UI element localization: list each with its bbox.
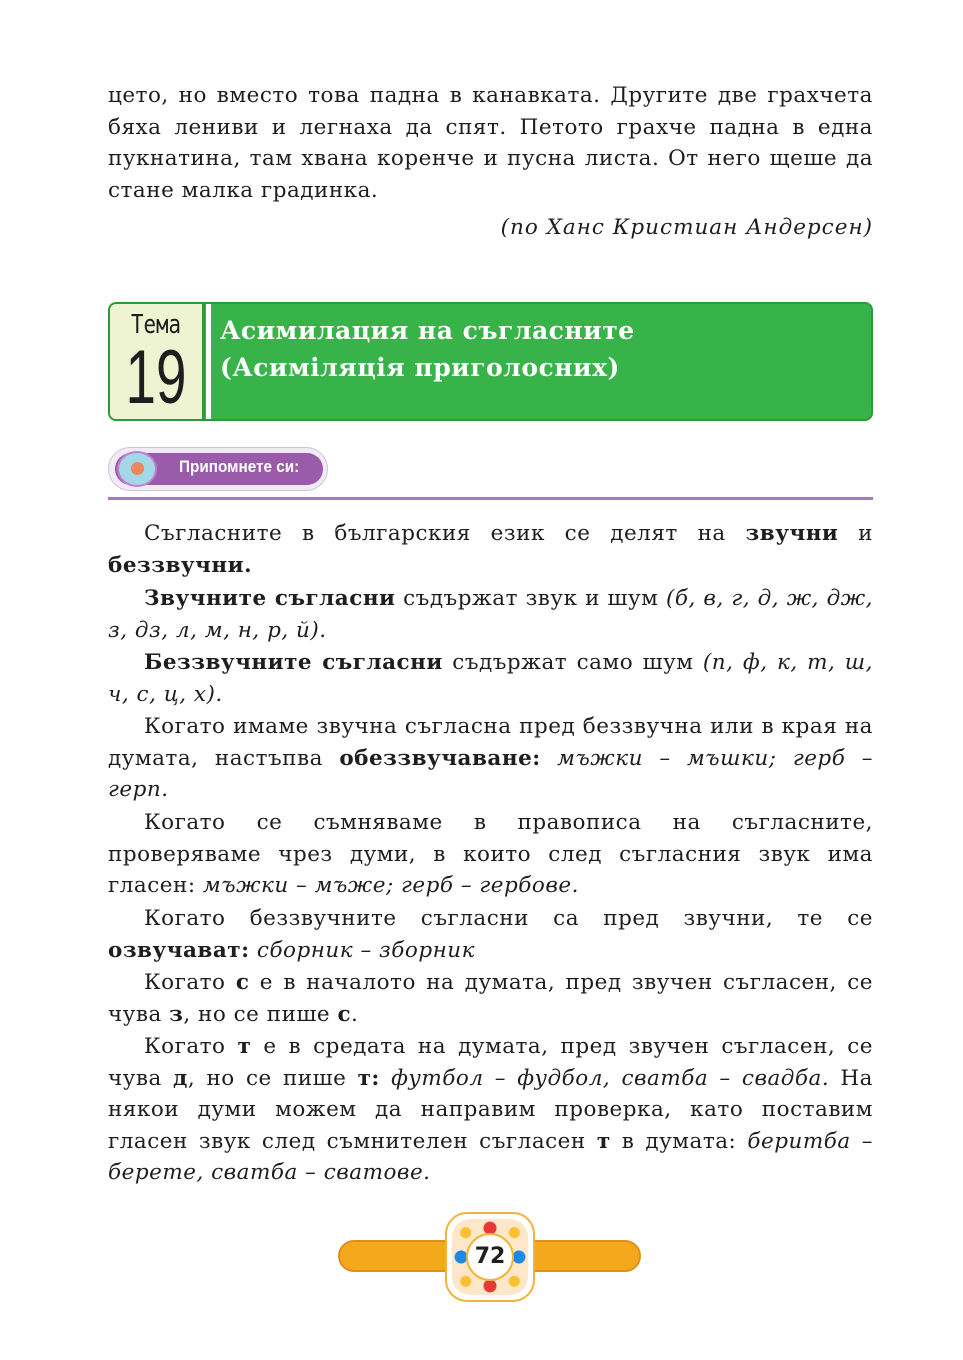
example-words: сборник – зборник bbox=[249, 937, 475, 963]
letter: з bbox=[169, 1001, 184, 1027]
theme-title-ua: (Асиміляція приголосних) bbox=[220, 353, 620, 382]
example-list: (п, ф, к, т, ш, ч, с, ц, х). bbox=[108, 650, 874, 707]
theme-divider bbox=[206, 304, 211, 419]
letter: с bbox=[337, 1001, 352, 1027]
rule-text: и bbox=[838, 521, 873, 546]
rule-paragraph-5 bbox=[108, 807, 873, 902]
term-devoicing: обеззвучаване: bbox=[339, 745, 541, 771]
theme-header bbox=[108, 302, 873, 421]
rule-paragraph-3 bbox=[108, 647, 873, 710]
term-voiceless: беззвучни. bbox=[108, 552, 253, 578]
term-voiceless-consonants: Беззвучните съгласни bbox=[144, 650, 443, 675]
theme-number: 19 bbox=[125, 335, 187, 420]
theme-title-bg: Асимилация на съгласните bbox=[220, 316, 635, 345]
story-line-4: да стане малка градинка. bbox=[108, 146, 874, 203]
rule-paragraph-4 bbox=[108, 711, 873, 806]
term-voiced-consonants: Звучните съгласни bbox=[144, 586, 396, 611]
story-paragraph bbox=[108, 80, 873, 206]
rule-text: е в началото на думата, пред звучен съгласен, се чува bbox=[108, 970, 873, 1027]
rule-text: Когато имаме звучна съгласна пред беззвучна или в края на думата, настъпва bbox=[108, 714, 873, 771]
letter: д bbox=[173, 1065, 188, 1091]
theme-word: Тема bbox=[130, 310, 182, 340]
rule-text: съдържат звук и шум bbox=[395, 586, 666, 611]
rule-paragraph-8 bbox=[108, 1031, 873, 1189]
footer-bar-left bbox=[338, 1240, 458, 1272]
letter: с bbox=[235, 970, 250, 995]
story-line-2: бяха лениви и легнаха да спят. Петото грахче падна в една bbox=[108, 114, 873, 140]
rule-text: Когато bbox=[144, 970, 236, 995]
example-words: мъжки – мъже; герб – гербове. bbox=[202, 873, 579, 898]
story-attribution: (по Ханс Кристиан Андерсен) bbox=[500, 215, 873, 240]
rule-text: , но се пише bbox=[187, 1065, 358, 1091]
story-line-3: пукнатина, там хвана коренче и пусна листа. От него щеше bbox=[108, 146, 838, 171]
rule-paragraph-2 bbox=[108, 583, 873, 646]
letter: т bbox=[237, 1034, 252, 1059]
rule-text: Когато беззвучните съгласни са пред звучни, те се bbox=[144, 906, 873, 931]
rule-text: . bbox=[351, 1001, 359, 1027]
letter: т: bbox=[357, 1065, 380, 1091]
recall-label bbox=[108, 447, 328, 491]
story-line-1: цето, но вместо това падна в канавката. Другите две грахчета bbox=[108, 83, 873, 108]
footer-bar-right bbox=[520, 1240, 641, 1272]
rule-text: Когато bbox=[144, 1034, 238, 1059]
rule-text: в думата: bbox=[610, 1128, 748, 1154]
letter: т bbox=[596, 1128, 611, 1154]
example-words: мъжки – мъшки; герб – герп. bbox=[108, 745, 873, 802]
rule-text: Съгласните в българския език се делят на bbox=[144, 521, 746, 546]
recall-thinking-icon bbox=[117, 451, 157, 487]
recall-divider bbox=[108, 497, 873, 500]
theme-number-box bbox=[110, 304, 205, 419]
rule-text: Когато се съмняваме в правописа на съгласните, проверяваме чрез думи, в които след съгласния звук има гласен: bbox=[108, 810, 873, 898]
page-number: 72 bbox=[474, 1244, 506, 1269]
example-words: беритба – берете, сватба – сватове. bbox=[108, 1128, 873, 1185]
rule-text: , но се пише bbox=[183, 1001, 338, 1027]
rule-text: съдържат само шум bbox=[442, 650, 703, 675]
rule-paragraph-1 bbox=[108, 518, 873, 581]
rule-text: е в средата на думата, пред звучен съгласен, се чува bbox=[108, 1034, 873, 1091]
rule-paragraph-6 bbox=[108, 903, 873, 966]
term-voiced: звучни bbox=[745, 521, 839, 546]
recall-label-text: Припомнете си: bbox=[179, 457, 300, 476]
term-voicing: озвучават: bbox=[108, 937, 250, 963]
page-number-badge bbox=[445, 1212, 535, 1302]
example-list: (б, в, г, д, ж, дж, з, дз, л, м, н, р, й). bbox=[108, 586, 873, 643]
rule-paragraph-7 bbox=[108, 967, 873, 1030]
rule-text: На някои думи можем да направим проверка, като поставим гласен звук след съмнителен съгласен bbox=[108, 1065, 873, 1154]
example-words: футбол – фудбол, сватба – свадба. bbox=[379, 1065, 830, 1091]
theme-title bbox=[220, 312, 635, 386]
